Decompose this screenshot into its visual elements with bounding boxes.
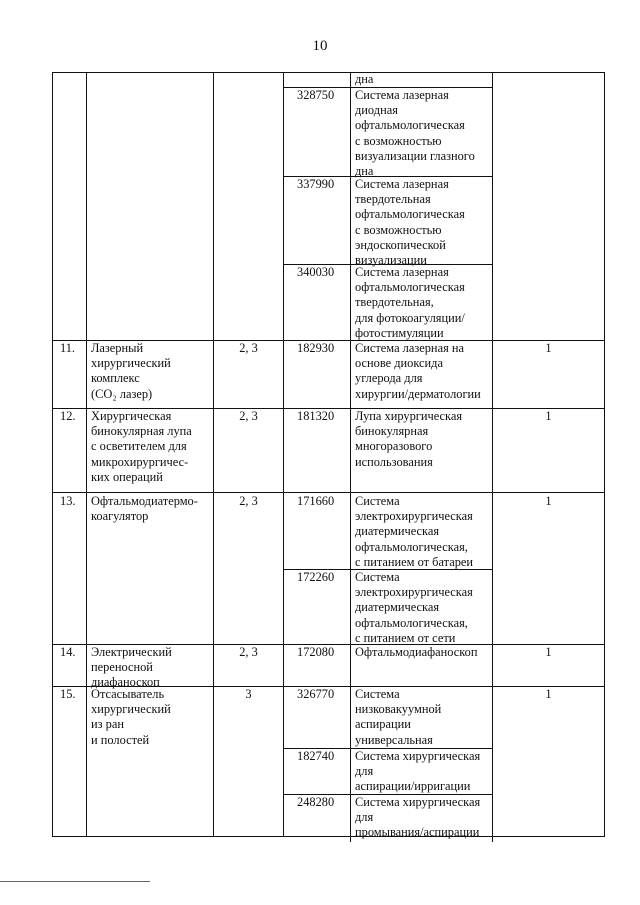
device-description: Система лазерная на основе диоксида углерода для хирургии/дерматологии bbox=[355, 341, 481, 401]
equipment-name: Электрический переносной диафаноскоп bbox=[91, 645, 172, 690]
page-number: 10 bbox=[312, 38, 328, 54]
table-border-bottom bbox=[492, 836, 605, 837]
col-divider bbox=[492, 72, 493, 842]
section-ref: 2, 3 bbox=[239, 645, 258, 659]
device-description: Система хирургическая для промывания/аспирации bbox=[355, 795, 481, 840]
device-description: Система электрохирургическая диатермическая офтальмологическая, с питанием от сети bbox=[355, 570, 473, 645]
device-code: 340030 bbox=[297, 265, 335, 279]
table-border-top bbox=[52, 72, 605, 73]
table-border-left bbox=[52, 72, 53, 836]
row-number: 15. bbox=[60, 687, 76, 701]
section-ref: 3 bbox=[245, 687, 252, 701]
col-divider bbox=[350, 72, 351, 842]
device-description: Система хирургическая для аспирации/ирригации bbox=[355, 749, 481, 794]
col-divider bbox=[86, 72, 87, 836]
section-ref: 2, 3 bbox=[239, 409, 258, 423]
row-divider bbox=[52, 492, 605, 493]
device-description: Система электрохирургическая диатермическая офтальмологическая, с питанием от батареи bbox=[355, 494, 474, 569]
table-border-right bbox=[604, 72, 605, 836]
device-description: Офтальмодиафаноскоп bbox=[355, 645, 478, 659]
device-description: Система лазерная диодная офтальмологическая с возможностью визуализации глазного дна bbox=[355, 88, 475, 179]
quantity: 1 bbox=[545, 409, 552, 423]
device-description: дна bbox=[355, 72, 374, 86]
equipment-name: Лазерный хирургический комплекс (CO₂ лазер) bbox=[91, 341, 171, 401]
equipment-name: Хирургическая бинокулярная лупа с осветителем для микрохирургичес- ких операций bbox=[91, 409, 192, 484]
device-code: 172260 bbox=[297, 570, 335, 584]
equipment-name: Отсасыватель хирургический из ран и полостей bbox=[91, 687, 171, 747]
device-code: 337990 bbox=[297, 177, 335, 191]
device-code: 328750 bbox=[297, 88, 335, 102]
device-description: Система лазерная офтальмологическая твердотельная, для фотокоагуляции/ фотостимуляции bbox=[355, 265, 465, 340]
section-ref: 2, 3 bbox=[239, 341, 258, 355]
device-code: 182930 bbox=[297, 341, 335, 355]
section-ref: 2, 3 bbox=[239, 494, 258, 508]
row-number: 12. bbox=[60, 409, 76, 423]
device-description: Система лазерная твердотельная офтальмологическая с возможностью эндоскопической визуализации bbox=[355, 177, 465, 268]
quantity: 1 bbox=[545, 687, 552, 701]
device-code: 181320 bbox=[297, 409, 335, 423]
device-code: 248280 bbox=[297, 795, 335, 809]
device-code: 326770 bbox=[297, 687, 335, 701]
quantity: 1 bbox=[545, 341, 552, 355]
device-code: 171660 bbox=[297, 494, 335, 508]
device-description: Система низковакуумной аспирации универсальная bbox=[355, 687, 442, 747]
quantity: 1 bbox=[545, 494, 552, 508]
quantity: 1 bbox=[545, 645, 552, 659]
row-number: 14. bbox=[60, 645, 76, 659]
equipment-name: Офтальмодиатермо- коагулятор bbox=[91, 494, 198, 524]
device-description: Лупа хирургическая бинокулярная многоразового использования bbox=[355, 409, 463, 469]
col-divider bbox=[283, 72, 284, 836]
row-number: 11. bbox=[60, 341, 76, 355]
col-divider bbox=[213, 72, 214, 836]
device-code: 182740 bbox=[297, 749, 335, 763]
footer-rule bbox=[0, 881, 150, 882]
device-code: 172080 bbox=[297, 645, 335, 659]
row-number: 13. bbox=[60, 494, 76, 508]
